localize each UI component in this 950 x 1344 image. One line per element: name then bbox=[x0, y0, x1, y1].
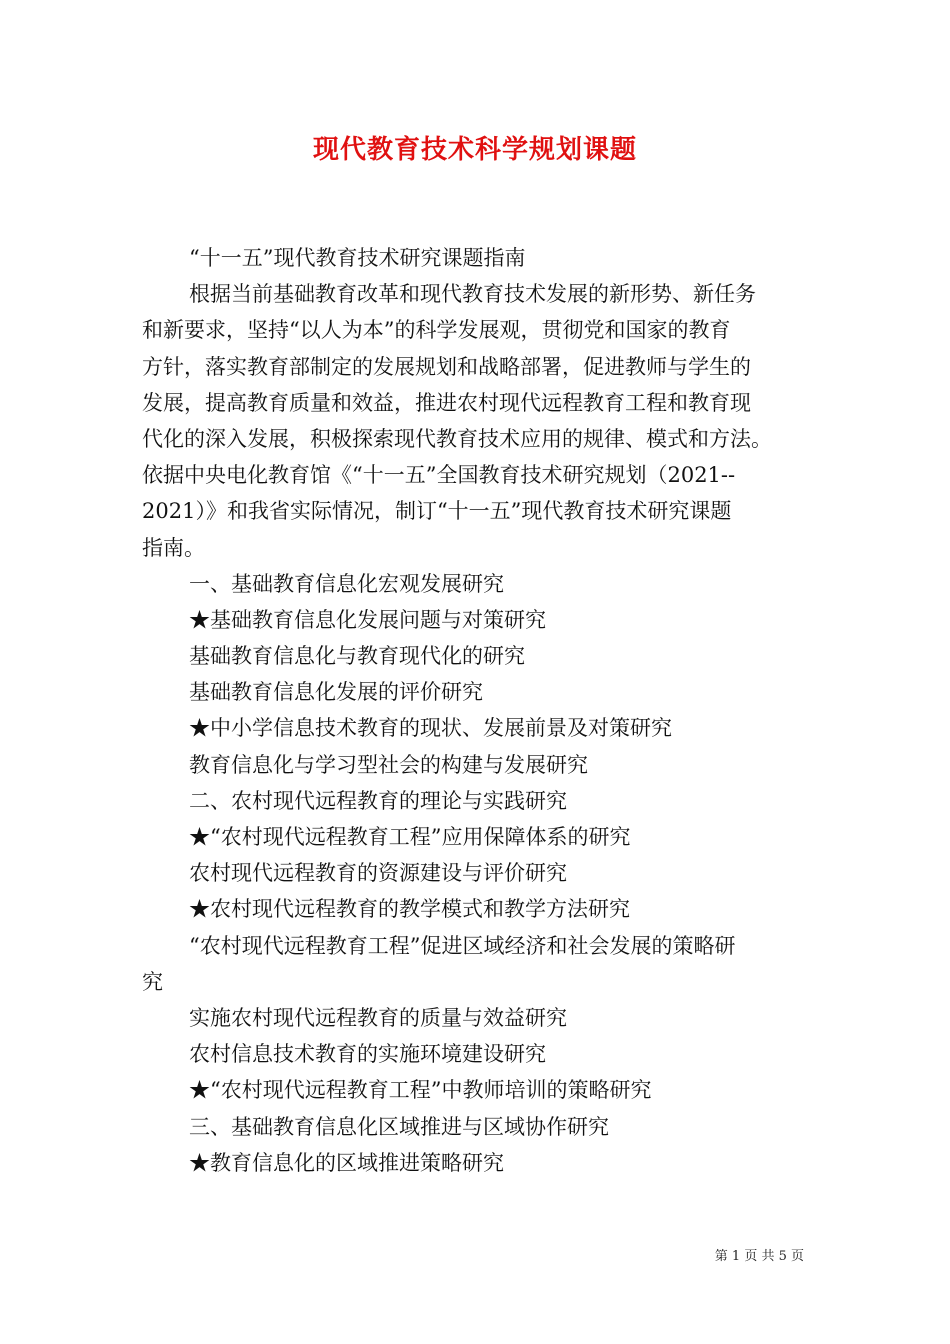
paragraph-line: 根据当前基础教育改革和现代教育技术发展的新形势、新任务 bbox=[189, 282, 756, 307]
list-item-continuation: 究 bbox=[142, 969, 163, 994]
list-item: 实施农村现代远程教育的质量与效益研究 bbox=[189, 1005, 567, 1030]
paragraph-line: 方针，落实教育部制定的发展规划和战略部署，促进教师与学生的 bbox=[142, 354, 751, 379]
list-item: ★基础教育信息化发展问题与对策研究 bbox=[189, 607, 546, 632]
list-item: ★“农村现代远程教育工程”应用保障体系的研究 bbox=[189, 825, 631, 849]
list-item: ★农村现代远程教育的教学模式和教学方法研究 bbox=[189, 897, 630, 922]
list-item: ★教育信息化的区域推进策略研究 bbox=[189, 1150, 504, 1175]
paragraph-line: 代化的深入发展，积极探索现代教育技术应用的规律、模式和方法。 bbox=[142, 426, 772, 451]
list-item: “农村现代远程教育工程”促进区域经济和社会发展的策略研 bbox=[189, 933, 736, 958]
list-item: ★“农村现代远程教育工程”中教师培训的策略研究 bbox=[189, 1078, 652, 1103]
page-number: 第 1 页 共 5 页 bbox=[714, 1249, 804, 1264]
paragraph-line: “十一五”现代教育技术研究课题指南 bbox=[189, 246, 526, 270]
document-title: 现代教育技术科学规划课题 bbox=[312, 135, 637, 165]
paragraph-line: 2021）》和我省实际情况，制订“十一五”现代教育技术研究课题 bbox=[142, 499, 732, 524]
list-item: 农村现代远程教育的资源建设与评价研究 bbox=[189, 861, 567, 886]
list-item: 基础教育信息化发展的评价研究 bbox=[189, 680, 483, 705]
paragraph-line: 指南。 bbox=[142, 535, 205, 560]
paragraph-line: 依据中央电化教育馆《“十一五”全国教育技术研究规划（2021-- bbox=[142, 463, 736, 488]
section-heading: 一、基础教育信息化宏观发展研究 bbox=[189, 571, 504, 596]
document-body bbox=[142, 240, 814, 1181]
paragraph-line: 和新要求，坚持“以人为本”的科学发展观，贯彻党和国家的教育 bbox=[142, 318, 731, 343]
list-item: ★中小学信息技术教育的现状、发展前景及对策研究 bbox=[189, 716, 672, 741]
section-heading: 二、农村现代远程教育的理论与实践研究 bbox=[189, 788, 567, 813]
section-heading: 三、基础教育信息化区域推进与区域协作研究 bbox=[189, 1114, 609, 1139]
list-item: 农村信息技术教育的实施环境建设研究 bbox=[189, 1042, 546, 1067]
list-item: 教育信息化与学习型社会的构建与发展研究 bbox=[189, 752, 588, 777]
list-item: 基础教育信息化与教育现代化的研究 bbox=[189, 644, 525, 669]
paragraph-line: 发展，提高教育质量和效益，推进农村现代远程教育工程和教育现 bbox=[142, 390, 751, 415]
